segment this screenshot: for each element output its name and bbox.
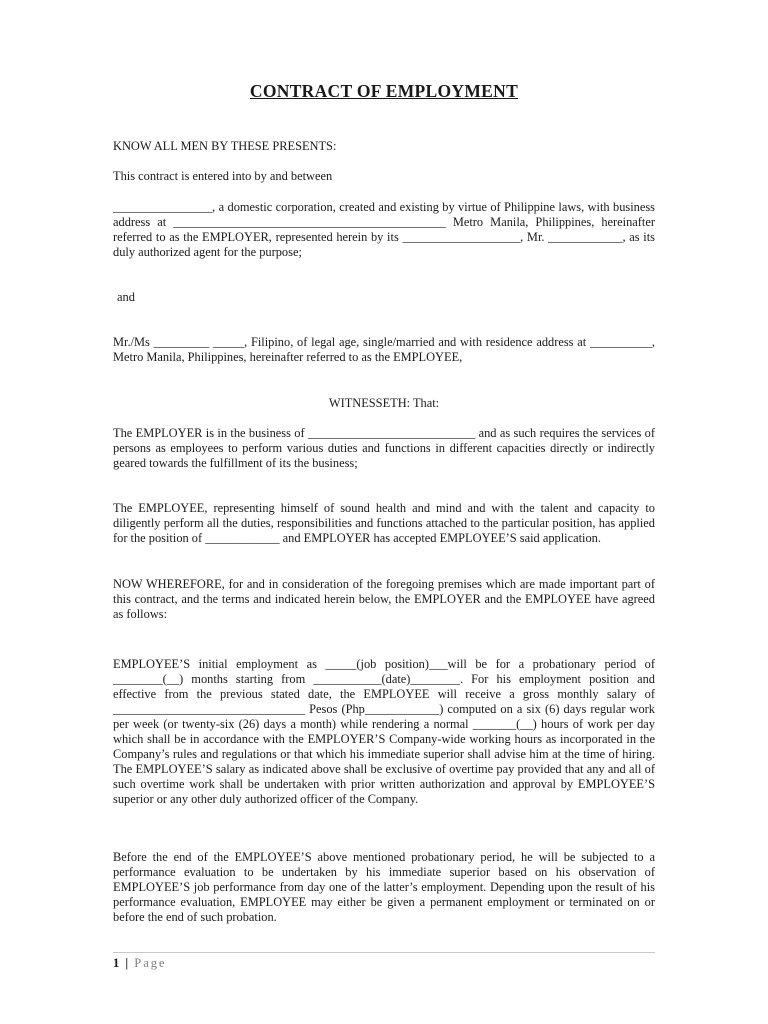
witnesseth-line: WITNESSETH: That: [328, 396, 440, 410]
business-paragraph: The EMPLOYER is in the business of ___________________________ and as such requires the services of persons as employees to perform various duties and functions in different capacities directly or indirectly geared towards the fulfillment of its the business; [113, 426, 655, 470]
footer-rule [113, 952, 655, 953]
employee-paragraph: Mr./Ms _________ _____, Filipino, of legal age, single/married and with residence address at __________, Metro Manila, Philippines, hereinafter referred to as the EMPLOYEE, [113, 335, 655, 364]
intro-line: KNOW ALL MEN BY THESE PRESENTS: [113, 139, 337, 153]
employee-talent-paragraph: The EMPLOYEE, representing himself of sound health and mind and with the talent and capacity to diligently perform all the duties, responsibilities and functions attached to the particular position, has applied for the position of ____________ and EMPLOYER has accepted EMPLOYEE’S said application. [113, 501, 655, 545]
entered-line: This contract is entered into by and between [113, 169, 333, 183]
initial-employment-paragraph: EMPLOYEE’S initial employment as _____(job position)___will be for a probationary period of ________(__) months starting from ___________(date)________. For his employment position and effective from the previous stated date, the EMPLOYEE will receive a gross monthly salary of _______________________________ Pesos (Php____________) computed on a six (6) days regular work per week (or twenty-six (26) days a month) while rendering a normal _______(__) hours of work per day which shall be in accordance with the EMPLOYER’S Company-wide working hours as incorporated in the Company’s rules and regulations or that which his immediate superior shall advise him at the time of hiring. The EMPLOYEE’S salary as indicated above shall be exclusive of overtime pay provided that any and all of such overtime work shall be undertaken with prior written authorization and approval by EMPLOYEE’S superior or any other duly authorized officer of the Company. [113, 657, 655, 806]
probation-paragraph: Before the end of the EMPLOYEE’S above mentioned probationary period, he will be subjected to a performance evaluation to be undertaken by his immediate superior based on his observation of EMPLOYEE’S job performance from day one of the latter’s employment. Depending upon the result of his performance evaluation, EMPLOYEE may either be given a permanent employment or terminated on or before the end of such probation. [113, 850, 655, 924]
page-number: 1 [113, 956, 120, 970]
employer-paragraph: ________________, a domestic corporation, created and existing by virtue of Philippine laws, with business address at ____________________________________________ Metro Manila, Philippines, hereinafter referred to as the EMPLOYER, represented herein by its ___________________, Mr. ____________, as its duly authorized agent for the purpose; [113, 200, 655, 259]
and-line: and [117, 290, 135, 304]
footer-separator: | [125, 956, 129, 970]
page-label: Page [134, 956, 167, 970]
contract-title: CONTRACT OF EMPLOYMENT [249, 81, 519, 101]
page-footer [113, 956, 167, 970]
wherefore-paragraph: NOW WHEREFORE, for and in consideration of the foregoing premises which are made important part of this contract, and the terms and indicated herein below, the EMPLOYER and the EMPLOYEE have agreed as follows: [113, 577, 655, 621]
